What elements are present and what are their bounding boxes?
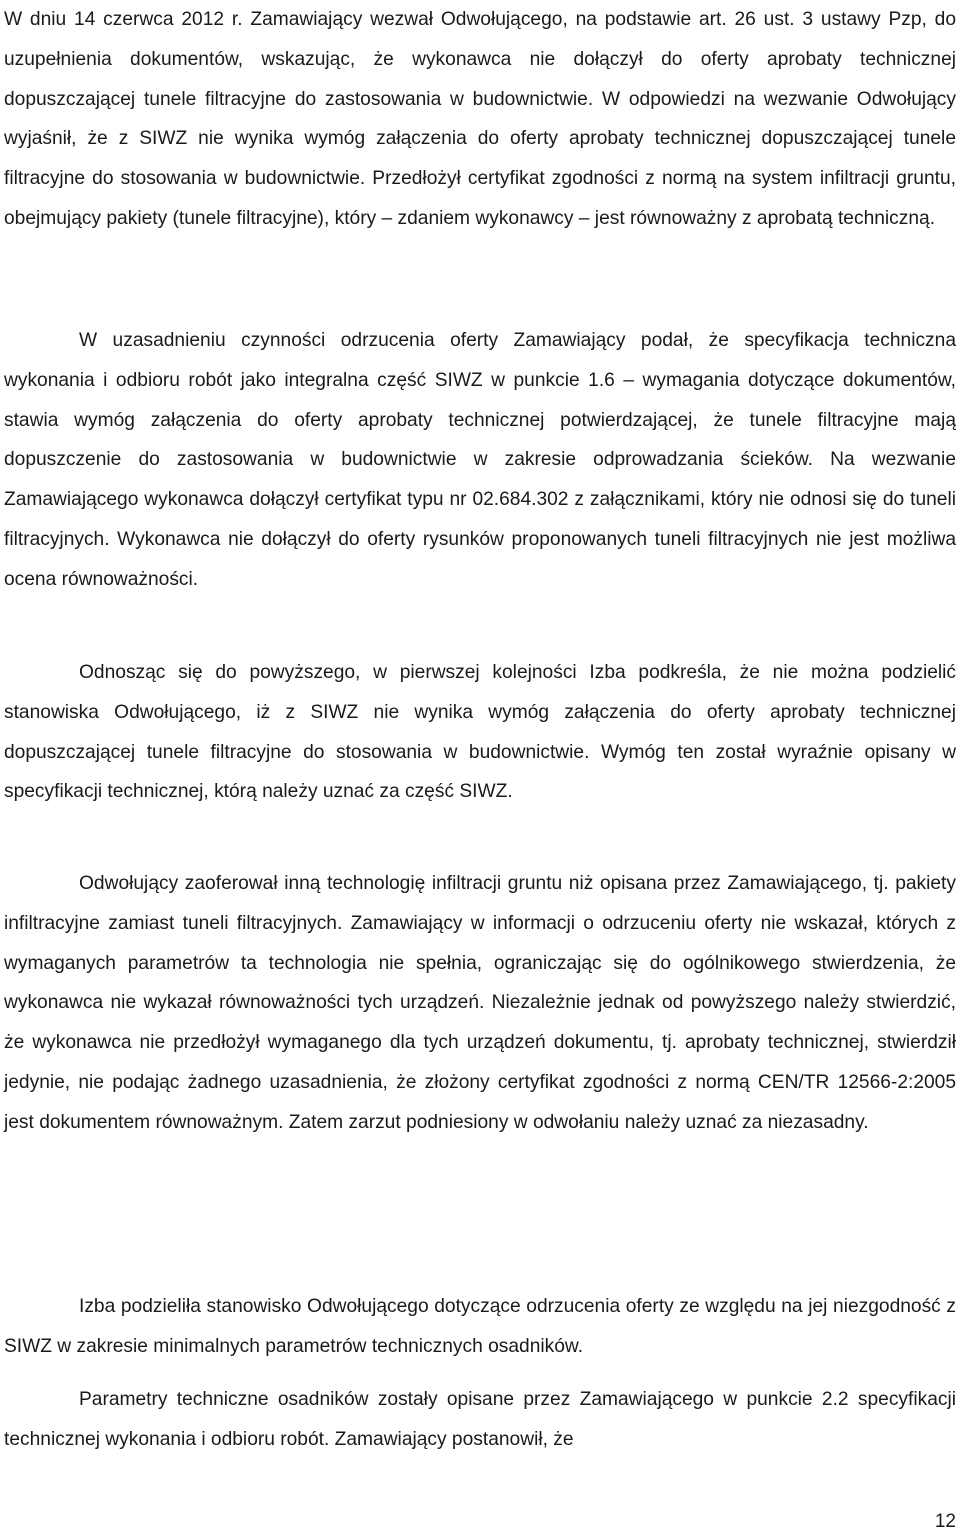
page-number: 12	[934, 1511, 956, 1532]
paragraph-chamber-agreement: Izba podzieliła stanowisko Odwołującego dotyczące odrzucenia oferty ze względu na jej niezgodność z SIWZ w zakresie minimalnych parametrów technicznych osadników.	[4, 1296, 956, 1357]
paragraph-alternative-technology: Odwołujący zaoferował inną technologię infiltracji gruntu niż opisana przez Zamawiającego, tj. pakiety infiltracyjne zamiast tuneli filtracyjnych. Zamawiający w informacji o odrzuceniu oferty nie wskazał, których z wymaganych parametrów ta technologia nie spełnia, ograniczając się do ogólnikowego stwierdzenia, że wykonawca nie wykazał równoważności tych urządzeń. Niezależnie jednak od powyższego należy stwierdzić, że wykonawca nie przedłożył wymaganego dla tych urządzeń dokumentu, tj. aprobaty technicznej, stwierdził jedynie, nie podając żadnego uzasadnienia, że złożony certyfikat zgodności z normą CEN/TR 12566-2:2005 jest dokumentem równoważnym. Zatem zarzut podniesiony w odwołaniu należy uznać za niezasadny.	[4, 873, 956, 1133]
paragraph-chamber-assessment: Odnosząc się do powyższego, w pierwszej kolejności Izba podkreśla, że nie można podzielić stanowiska Odwołującego, iż z SIWZ nie wynika wymóg załączenia do oferty aprobaty technicznej dopuszczającej tunele filtracyjne do stosowania w budownictwie. Wymóg ten został wyraźnie opisany w specyfikacji technicznej, którą należy uznać za część SIWZ.	[4, 662, 956, 803]
paragraph-rejection-justification: W uzasadnieniu czynności odrzucenia oferty Zamawiający podał, że specyfikacja techniczna wykonania i odbioru robót jako integralna część SIWZ w punkcie 1.6 – wymagania dotyczące dokumentów, stawia wymóg załączenia do oferty aprobaty technicznej potwierdzającej, że tunele filtracyjne mają dopuszczenie do zastosowania w budownictwie w zakresie odprowadzania ścieków. Na wezwanie Zamawiającego wykonawca dołączył certyfikat typu nr 02.684.302 z załącznikami, który nie odnosi się do tuneli filtracyjnych. Wykonawca nie dołączył do oferty rysunków proponowanych tuneli filtracyjnych nie jest możliwa ocena równoważności.	[4, 330, 956, 590]
paragraph-technical-parameters: Parametry techniczne osadników zostały opisane przez Zamawiającego w punkcie 2.2 specyfikacji technicznej wykonania i odbioru robót. Zamawiający postanowił, że	[4, 1389, 956, 1450]
paragraph-summons: W dniu 14 czerwca 2012 r. Zamawiający wezwał Odwołującego, na podstawie art. 26 ust. 3 ustawy Pzp, do uzupełnienia dokumentów, wskazując, że wykonawca nie dołączył do oferty aprobaty technicznej dopuszczającej tunele filtracyjne do zastosowania w budownictwie. W odpowiedzi na wezwanie Odwołujący wyjaśnił, że z SIWZ nie wynika wymóg załączenia do oferty aprobaty technicznej dopuszczającej tunele filtracyjne do stosowania w budownictwie. Przedłożył certyfikat zgodności z normą na system infiltracji gruntu, obejmujący pakiety (tunele filtracyjne), który – zdaniem wykonawcy – jest równoważny z aprobatą techniczną.	[4, 9, 956, 229]
